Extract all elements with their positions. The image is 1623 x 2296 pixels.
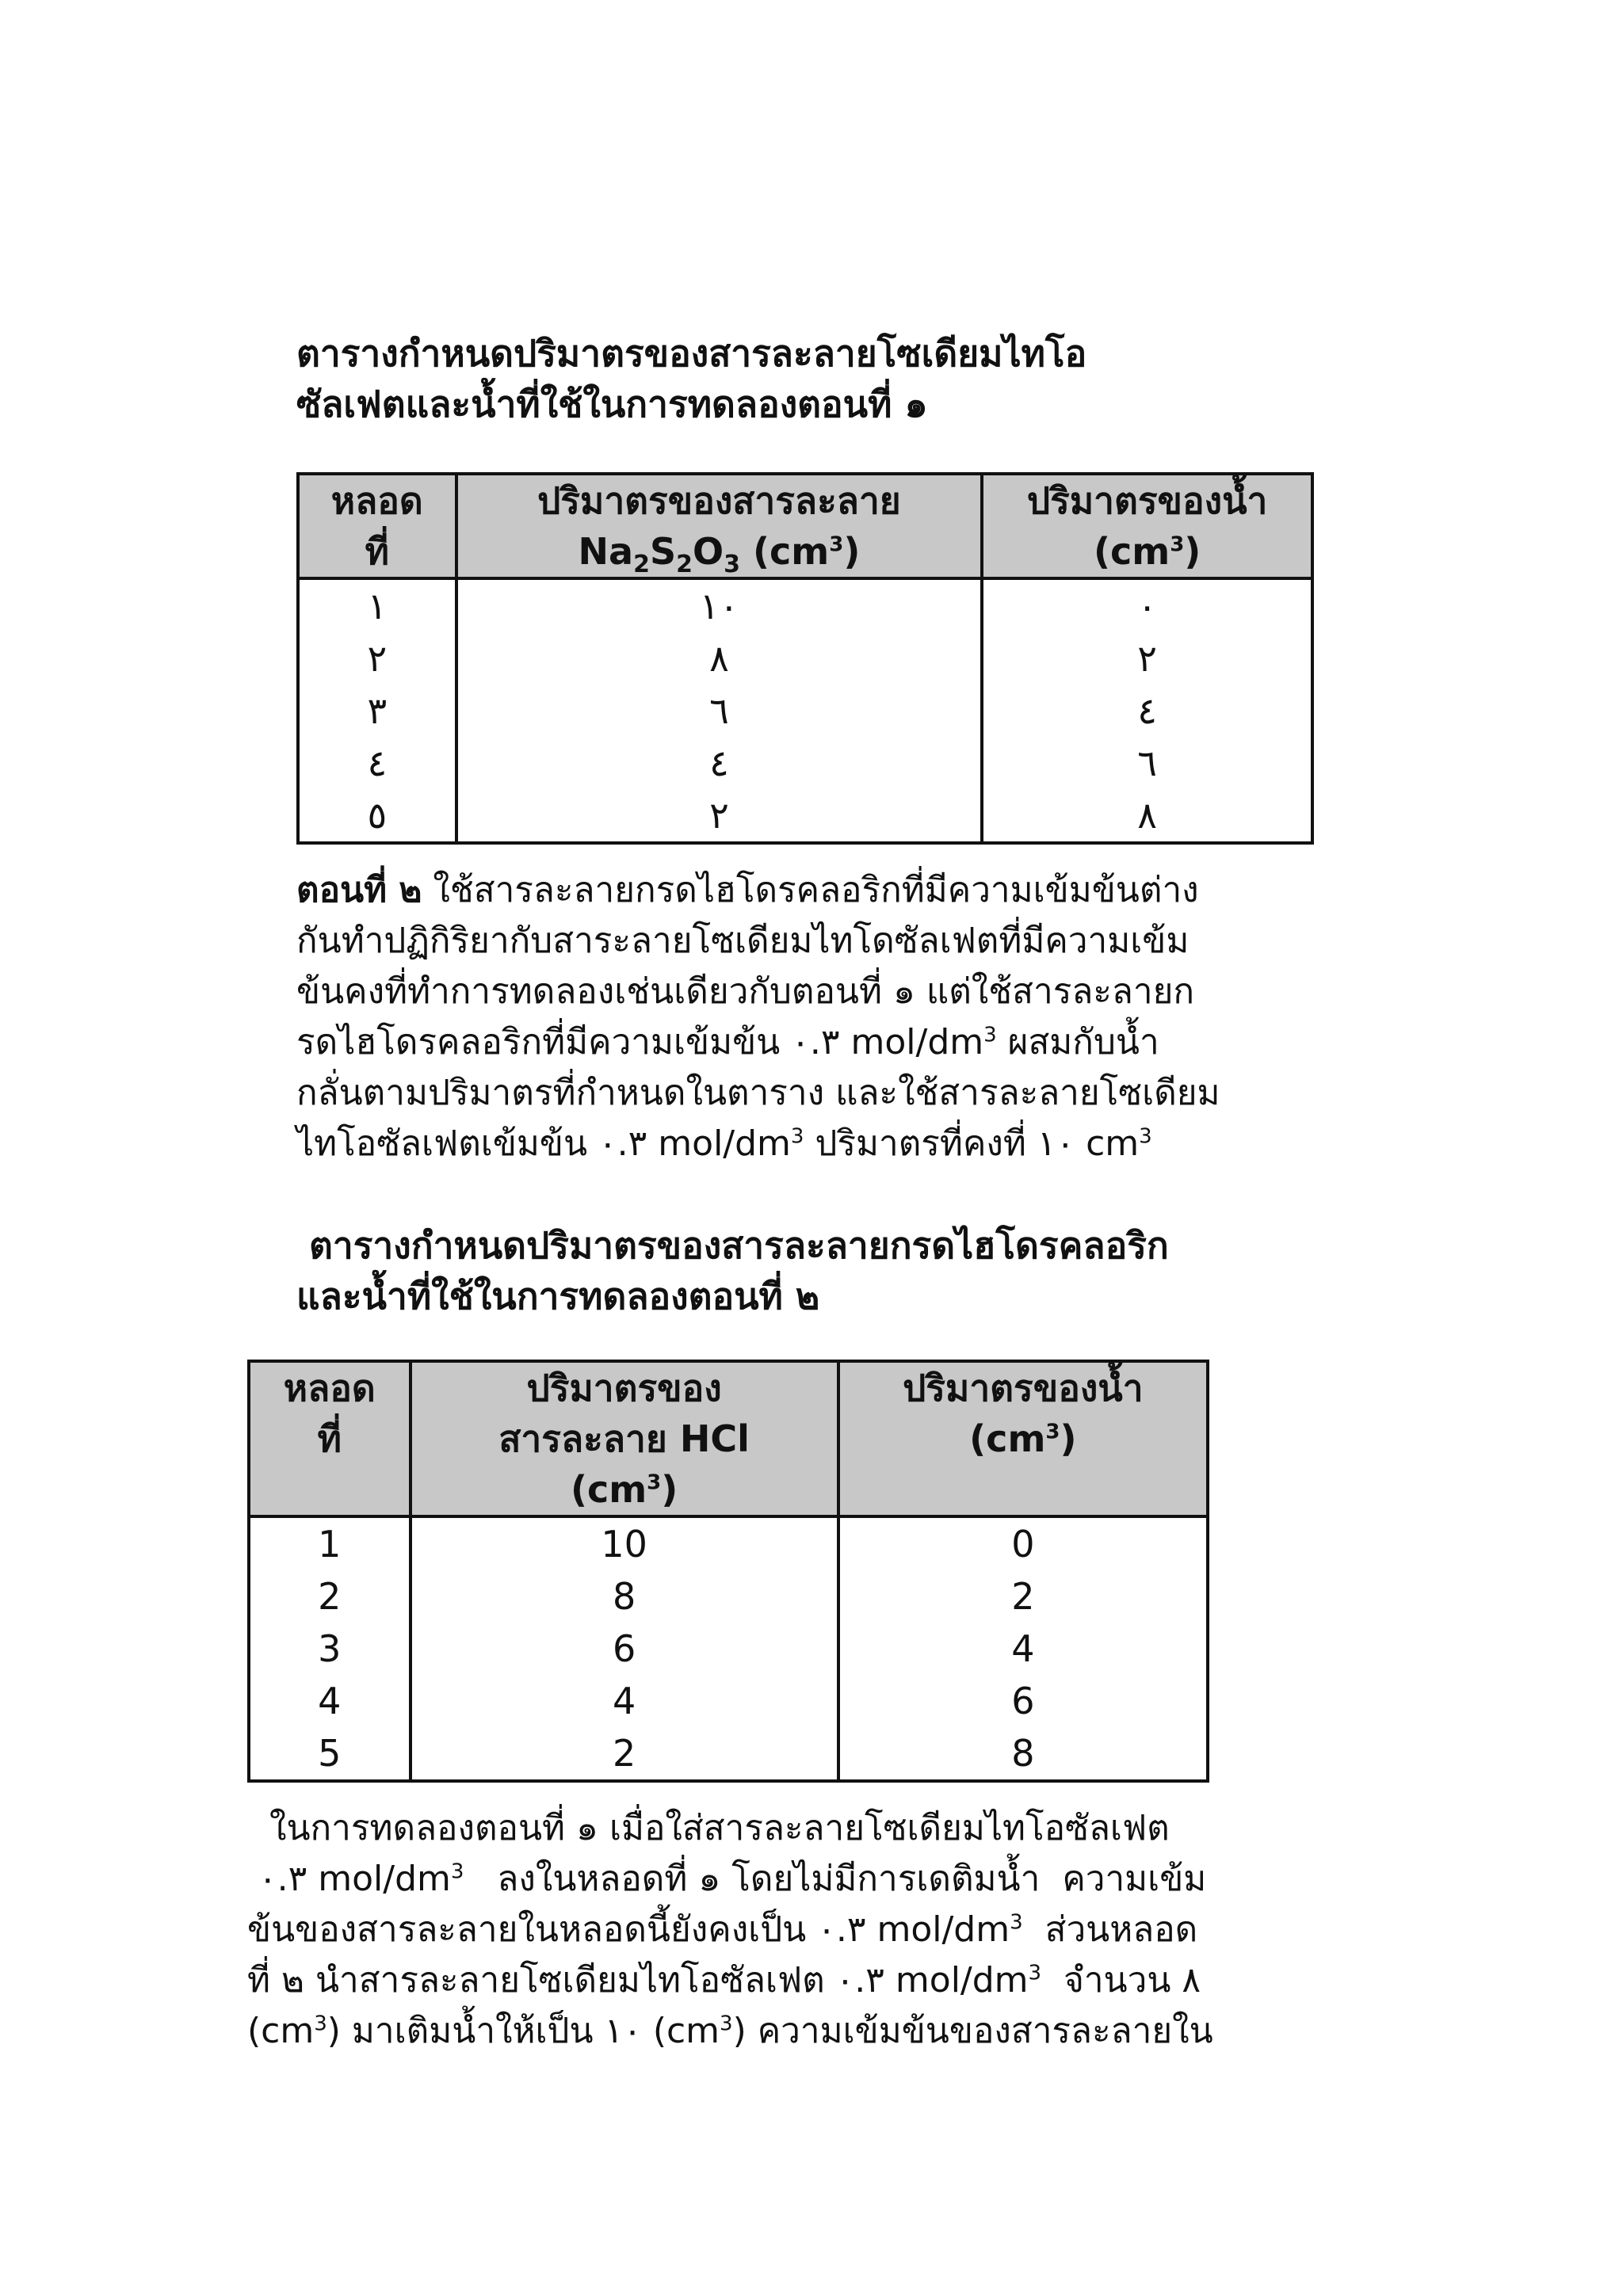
- table2-col-solution-unit: [571, 1468, 678, 1511]
- cell-tube: 1: [249, 1516, 411, 1570]
- cell-solution: 6: [411, 1623, 838, 1675]
- part2-line4: [296, 1017, 1220, 1068]
- table1-col-solution: [456, 474, 983, 578]
- formula-o: O: [692, 530, 724, 573]
- table1-col-water-unit: [1094, 530, 1201, 573]
- table-row: [298, 737, 1312, 789]
- cell-solution: 4: [411, 1675, 838, 1727]
- cell-tube: ٥: [298, 789, 456, 843]
- cell-water: 4: [838, 1623, 1208, 1675]
- table2-header-row: [249, 1361, 1208, 1516]
- cell-solution: ٤: [456, 737, 983, 789]
- unit-prefix: (cm: [969, 1417, 1046, 1460]
- formula-s: S: [649, 530, 677, 573]
- table2-col-water-line1: ปริมาตรของน้ำ: [903, 1367, 1144, 1409]
- table1-title: [296, 328, 1086, 429]
- unit-suffix: ): [843, 530, 861, 573]
- closing-line5-c: ) ความเข้มข้นของสารละลายใน: [732, 2011, 1213, 2051]
- part2-label: ตอนที่ ๒: [296, 870, 422, 910]
- table2-col-solution: [411, 1361, 838, 1516]
- table-row: [298, 632, 1312, 685]
- table1-col-tube-line1: หลอด: [330, 479, 423, 522]
- unit-sup: 3: [1045, 1420, 1060, 1444]
- cell-tube: ٢: [298, 632, 456, 685]
- closing-line3-sup: 3: [1010, 1910, 1023, 1935]
- cell-solution: 2: [411, 1727, 838, 1781]
- closing-line5-sup2: 3: [720, 2012, 733, 2036]
- table1-thiosulfate-volumes: [296, 472, 1314, 845]
- table2-col-solution-line2: สารละลาย HCl: [498, 1417, 750, 1460]
- cell-water: 2: [838, 1570, 1208, 1623]
- unit-prefix: (cm: [1093, 530, 1170, 573]
- cell-solution: ٢: [456, 789, 983, 843]
- cell-water: ٢: [982, 632, 1312, 685]
- table1-col-solution-line1: ปริมาตรของสารละลาย: [537, 479, 901, 522]
- table1-col-tube-line2: ที่: [365, 530, 389, 573]
- table-row: [249, 1623, 1208, 1675]
- part2-line4-b: ผสมกับน้ำ: [996, 1022, 1159, 1062]
- cell-solution: ٦: [456, 685, 983, 737]
- cell-tube: 2: [249, 1570, 411, 1623]
- table2-col-water-unit: [969, 1417, 1076, 1460]
- table2-col-tube-line1: หลอด: [283, 1367, 376, 1409]
- closing-line2-a: ٠.٣ mol/dm: [247, 1859, 451, 1899]
- closing-line5-a: (cm: [247, 2011, 315, 2051]
- closing-line4: [247, 1955, 1213, 2006]
- table2-col-solution-line1: ปริมาตรของ: [526, 1367, 722, 1409]
- closing-line3-b: ส่วนหลอด: [1022, 1909, 1198, 1950]
- table1-col-water-line1: ปริมาตรของน้ำ: [1026, 479, 1268, 522]
- cell-tube: ٤: [298, 737, 456, 789]
- cell-tube: ١: [298, 578, 456, 632]
- cell-water: ٦: [982, 737, 1312, 789]
- closing-line4-a: ที่ ๒ นำสารละลายโซเดียมไทโอซัลเฟต ٠.٣ mol/dm: [247, 1960, 1029, 2000]
- table1-col-water: [982, 474, 1312, 578]
- cell-tube: 3: [249, 1623, 411, 1675]
- cell-water: ٨: [982, 789, 1312, 843]
- cell-solution: 10: [411, 1516, 838, 1570]
- unit-sup: 3: [1170, 532, 1185, 557]
- part2-line6-b: ปริมาตรที่คงที่ ١٠ cm: [804, 1123, 1140, 1164]
- closing-line5: [247, 2006, 1213, 2057]
- formula-sub-s: 2: [676, 551, 693, 579]
- part2-line1: [296, 865, 1220, 916]
- cell-water: 0: [838, 1516, 1208, 1570]
- unit-suffix: ): [1060, 1417, 1077, 1460]
- part2-line3: ข้นคงที่ทำการทดลองเช่นเดียวกับตอนที่ ๑ แต่ใช้สารละลายก: [296, 971, 1195, 1012]
- table1-title-line1: ตารางกำหนดปริมาตรของสารละลายโซเดียมไทโอ: [296, 332, 1087, 375]
- closing-line5-b: ) มาเติมน้ำให้เป็น ١٠ (cm: [327, 2011, 720, 2051]
- table2-title: [296, 1220, 1169, 1322]
- part2-line5: กลั่นตามปริมาตรที่กำหนดในตาราง และใช้สารละลายโซเดียม: [296, 1073, 1220, 1113]
- closing-line2-b: ลงในหลอดที่ ๑ โดยไม่มีการเดติมน้ำ ความเข้ม: [464, 1859, 1207, 1899]
- table2-col-water: [838, 1361, 1208, 1516]
- unit-suffix: ): [1184, 530, 1201, 573]
- table2-title-line2: และน้ำที่ใช้ในการทดลองตอนที่ ๒: [296, 1275, 820, 1318]
- table2-title-line1: ตารางกำหนดปริมาตรของสารละลายกรดไฮโดรคลอริก: [296, 1224, 1169, 1267]
- cell-tube: 4: [249, 1675, 411, 1727]
- closing-line3: [247, 1905, 1213, 1955]
- unit-sup: 3: [647, 1470, 662, 1495]
- closing-line2-sup: 3: [450, 1859, 464, 1884]
- cell-water: ٤: [982, 685, 1312, 737]
- part2-line6-sup: 3: [790, 1124, 804, 1149]
- table2-col-tube-line2: ที่: [317, 1417, 342, 1460]
- formula-sub-na: 2: [633, 551, 650, 579]
- table1-col-tube: [298, 474, 456, 578]
- table1-header-row: [298, 474, 1312, 578]
- cell-solution: ٨: [456, 632, 983, 685]
- table-row: [298, 789, 1312, 843]
- cell-water: ٠: [982, 578, 1312, 632]
- table1-title-line2: ซัลเฟตและน้ำที่ใช้ในการทดลองตอนที่ ๑: [296, 383, 928, 425]
- formula-sub-o: 3: [724, 551, 740, 579]
- table-row: [249, 1727, 1208, 1781]
- unit-suffix: ): [661, 1468, 678, 1511]
- formula-na: Na: [578, 530, 634, 573]
- part2-paragraph: [296, 865, 1220, 1169]
- unit-prefix: (cm: [739, 530, 830, 573]
- part2-line6: [296, 1119, 1220, 1169]
- closing-paragraph: [247, 1803, 1213, 2057]
- cell-water: 6: [838, 1675, 1208, 1727]
- part2-line6-a: ไทโอซัลเฟตเข้มข้น ٠.٣ mol/dm: [296, 1123, 791, 1164]
- part2-line4-sup: 3: [983, 1023, 997, 1047]
- closing-line3-a: ข้นของสารละลายในหลอดนี้ยังคงเป็น ٠.٣ mol/dm: [247, 1909, 1010, 1950]
- closing-line4-b: จำนวน ٨: [1041, 1960, 1201, 2000]
- table-row: [249, 1675, 1208, 1727]
- part2-line4-a: รดไฮโดรคลอริกที่มีความเข้มข้น ٠.٣ mol/dm: [296, 1022, 984, 1062]
- table2-hcl-volumes: [247, 1360, 1209, 1783]
- unit-prefix: (cm: [570, 1468, 647, 1511]
- cell-tube: 5: [249, 1727, 411, 1781]
- table1-col-solution-formula: [578, 530, 861, 579]
- cell-solution: ١٠: [456, 578, 983, 632]
- part2-line1-text: ใช้สารละลายกรดไฮโดรคลอริกที่มีความเข้มข้นต่าง: [422, 870, 1199, 910]
- closing-line5-sup: 3: [314, 2012, 327, 2036]
- table-row: [249, 1570, 1208, 1623]
- cell-tube: ٣: [298, 685, 456, 737]
- table-row: [298, 685, 1312, 737]
- cell-water: 8: [838, 1727, 1208, 1781]
- unit-sup: 3: [829, 532, 844, 557]
- closing-line4-sup: 3: [1028, 1961, 1042, 1985]
- part2-line6-sup2: 3: [1139, 1124, 1152, 1149]
- table2-col-tube: [249, 1361, 411, 1516]
- table-row: [298, 578, 1312, 632]
- closing-line1: ในการทดลองตอนที่ ๑ เมื่อใส่สารละลายโซเดียมไทโอซัลเฟต: [247, 1808, 1170, 1848]
- table-row: [249, 1516, 1208, 1570]
- part2-line2: กันทำปฏิกิริยากับสาระลายโซเดียมไทโดซัลเฟตที่มีความเข้ม: [296, 921, 1190, 961]
- cell-solution: 8: [411, 1570, 838, 1623]
- closing-line2: [247, 1854, 1213, 1905]
